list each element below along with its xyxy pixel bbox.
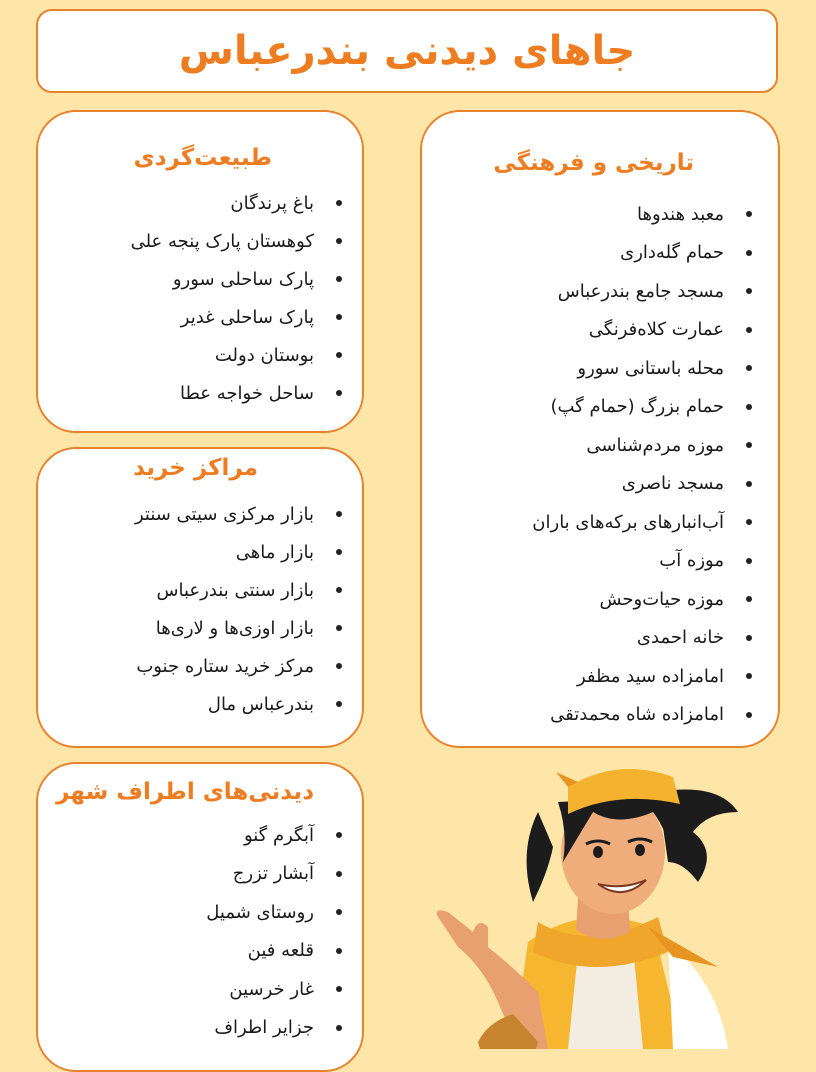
history-heading: تاریخی و فرهنگی [493,150,694,176]
list-item-label: باغ پرندگان [230,192,314,214]
bullet-icon [746,596,752,602]
around-list [206,816,342,1047]
history-culture-card [420,110,780,748]
bullet-icon [746,327,752,333]
list-item [135,571,342,609]
page-title: جاهای دیدنی بندرعباس [178,28,636,74]
list-item-label: قلعه فین [247,940,314,962]
bullet-icon [336,948,342,954]
list-item [532,272,752,311]
list-item [135,609,342,647]
list-item [532,503,752,542]
nature-card [36,110,364,433]
list-item [131,260,342,298]
list-item-label: موزه مردم‌شناسی [586,434,724,456]
list-item [206,893,342,932]
bullet-icon [336,314,342,320]
shopping-heading: مراکز خرید [133,455,258,481]
list-item [206,855,342,894]
bullet-icon [336,663,342,669]
list-item-label: محله باستانی سورو [577,357,724,379]
history-list [532,195,752,734]
around-city-card [36,762,364,1072]
title-box [36,9,778,93]
bullet-icon [336,238,342,244]
list-item-label: بازار ماهی [235,541,314,563]
list-item-label: مسجد ناصری [621,473,724,495]
list-item-label: موزه آب [659,550,724,572]
list-item-label: جزایر اطراف [214,1017,314,1039]
bullet-icon [746,635,752,641]
bullet-icon [746,250,752,256]
list-item [532,311,752,350]
shopping-list [135,495,342,723]
around-heading: دیدنی‌های اطراف شهر [56,779,314,805]
list-item-label: آب‌انبارهای برکه‌های باران [532,511,724,533]
list-item-label: حمام بزرگ (حمام گپ) [550,396,724,418]
list-item-label: بازار اوزی‌ها و لاری‌ها [155,617,314,639]
list-item [532,542,752,581]
bullet-icon [746,558,752,564]
bullet-icon [336,986,342,992]
bullet-icon [746,404,752,410]
list-item [532,696,752,735]
bullet-icon [336,832,342,838]
list-item-label: پارک ساحلی غدیر [180,306,314,328]
list-item-label: حمام گله‌داری [620,242,724,264]
list-item [532,349,752,388]
bullet-icon [336,587,342,593]
character-illustration [418,752,748,1049]
list-item [135,495,342,533]
list-item-label: آبگرم گنو [243,824,314,846]
list-item [532,195,752,234]
list-item [206,1009,342,1048]
bullet-icon [336,352,342,358]
list-item-label: آبشار تزرج [232,863,314,885]
list-item [131,222,342,260]
list-item-label: بازار سنتی بندرعباس [156,579,314,601]
nature-heading: طبیعت‌گردی [133,145,272,171]
list-item [532,388,752,427]
list-item-label: پارک ساحلی سورو [172,268,314,290]
list-item-label: ساحل خواجه عطا [180,382,314,404]
list-item [532,657,752,696]
list-item [532,580,752,619]
bullet-icon [336,549,342,555]
bullet-icon [336,276,342,282]
list-item [532,619,752,658]
bullet-icon [746,519,752,525]
nature-list [131,184,342,412]
list-item-label: امامزاده شاه محمدتقی [550,704,724,726]
list-item-label: مسجد جامع بندرعباس [557,280,724,302]
list-item [131,336,342,374]
bullet-icon [336,390,342,396]
bullet-icon [336,1025,342,1031]
bullet-icon [746,288,752,294]
list-item-label: غار خرسین [229,978,314,1000]
list-item [206,816,342,855]
list-item-label: کوهستان پارک پنجه علی [130,230,314,252]
list-item-label: امامزاده سید مظفر [577,665,724,687]
list-item [532,234,752,273]
list-item-label: روستای شمیل [206,901,314,923]
list-item [135,685,342,723]
list-item-label: موزه حیات‌وحش [599,588,724,610]
bullet-icon [746,211,752,217]
list-item [131,184,342,222]
list-item-label: بازار مرکزی سیتی سنتر [134,503,314,525]
shopping-card [36,447,364,748]
list-item [206,932,342,971]
list-item [135,647,342,685]
list-item [532,426,752,465]
bullet-icon [746,442,752,448]
list-item [131,374,342,412]
bullet-icon [746,712,752,718]
bullet-icon [336,909,342,915]
bullet-icon [336,511,342,517]
list-item-label: خانه احمدی [636,627,724,649]
bullet-icon [746,481,752,487]
list-item-label: معبد هندوها [637,203,724,225]
bullet-icon [336,625,342,631]
list-item-label: بندرعباس مال [207,693,314,715]
bullet-icon [336,200,342,206]
bullet-icon [336,701,342,707]
list-item-label: بوستان دولت [214,344,314,366]
bullet-icon [746,673,752,679]
bullet-icon [746,365,752,371]
list-item [532,465,752,504]
list-item-label: مرکز خرید ستاره جنوب [136,655,314,677]
bullet-icon [336,871,342,877]
list-item [131,298,342,336]
list-item-label: عمارت کلاه‌فرنگی [588,319,724,341]
list-item [206,970,342,1009]
list-item [135,533,342,571]
